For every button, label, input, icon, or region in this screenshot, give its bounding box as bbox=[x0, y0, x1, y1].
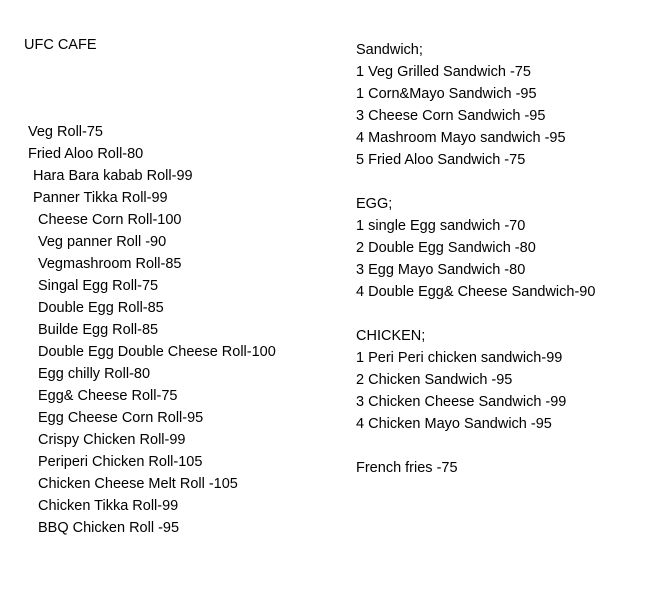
roll-item: BBQ Chicken Roll -95 bbox=[38, 520, 180, 536]
roll-item: Chicken Tikka Roll-99 bbox=[38, 498, 179, 514]
roll-item: Double Egg Roll-85 bbox=[38, 300, 164, 316]
roll-item: Cheese Corn Roll-100 bbox=[38, 212, 182, 228]
chicken-heading: CHICKEN; bbox=[356, 328, 426, 344]
roll-item: Egg& Cheese Roll-75 bbox=[38, 388, 178, 404]
roll-item: Vegmashroom Roll-85 bbox=[38, 256, 182, 272]
roll-item: Builde Egg Roll-85 bbox=[38, 322, 159, 338]
section-gap bbox=[356, 435, 595, 457]
rolls-list bbox=[28, 121, 276, 539]
roll-item: Singal Egg Roll-75 bbox=[38, 278, 159, 294]
roll-item: Periperi Chicken Roll-105 bbox=[38, 454, 203, 470]
egg-item: 1 single Egg sandwich -70 bbox=[356, 218, 526, 234]
roll-item: Crispy Chicken Roll-99 bbox=[38, 432, 186, 448]
chicken-item: 3 Chicken Cheese Sandwich -99 bbox=[356, 394, 567, 410]
roll-item: Veg Roll-75 bbox=[28, 124, 103, 140]
roll-item: Chicken Cheese Melt Roll -105 bbox=[38, 476, 238, 492]
roll-item: Hara Bara kabab Roll-99 bbox=[33, 168, 193, 184]
chicken-item: 2 Chicken Sandwich -95 bbox=[356, 372, 513, 388]
sandwich-heading: Sandwich; bbox=[356, 42, 423, 58]
sandwich-item: 1 Veg Grilled Sandwich -75 bbox=[356, 64, 531, 80]
egg-item: 2 Double Egg Sandwich -80 bbox=[356, 240, 536, 256]
section-gap bbox=[356, 303, 595, 325]
right-column bbox=[356, 39, 595, 479]
chicken-item: 4 Chicken Mayo Sandwich -95 bbox=[356, 416, 552, 432]
roll-item: Veg panner Roll -90 bbox=[38, 234, 167, 250]
roll-item: Egg Cheese Corn Roll-95 bbox=[38, 410, 204, 426]
sandwich-item: 3 Cheese Corn Sandwich -95 bbox=[356, 108, 546, 124]
sandwich-item: 4 Mashroom Mayo sandwich -95 bbox=[356, 130, 566, 146]
section-gap bbox=[356, 171, 595, 193]
chicken-item: 1 Peri Peri chicken sandwich-99 bbox=[356, 350, 563, 366]
sandwich-item: 5 Fried Aloo Sandwich -75 bbox=[356, 152, 526, 168]
egg-heading: EGG; bbox=[356, 196, 393, 212]
roll-item: Egg chilly Roll-80 bbox=[38, 366, 151, 382]
fries-item: French fries -75 bbox=[356, 460, 458, 476]
roll-item: Double Egg Double Cheese Roll-100 bbox=[38, 344, 276, 360]
egg-item: 4 Double Egg& Cheese Sandwich-90 bbox=[356, 284, 596, 300]
sandwich-item: 1 Corn&Mayo Sandwich -95 bbox=[356, 86, 537, 102]
roll-item: Panner Tikka Roll-99 bbox=[33, 190, 168, 206]
menu-title: UFC CAFE bbox=[24, 37, 97, 53]
roll-item: Fried Aloo Roll-80 bbox=[28, 146, 144, 162]
egg-item: 3 Egg Mayo Sandwich -80 bbox=[356, 262, 526, 278]
